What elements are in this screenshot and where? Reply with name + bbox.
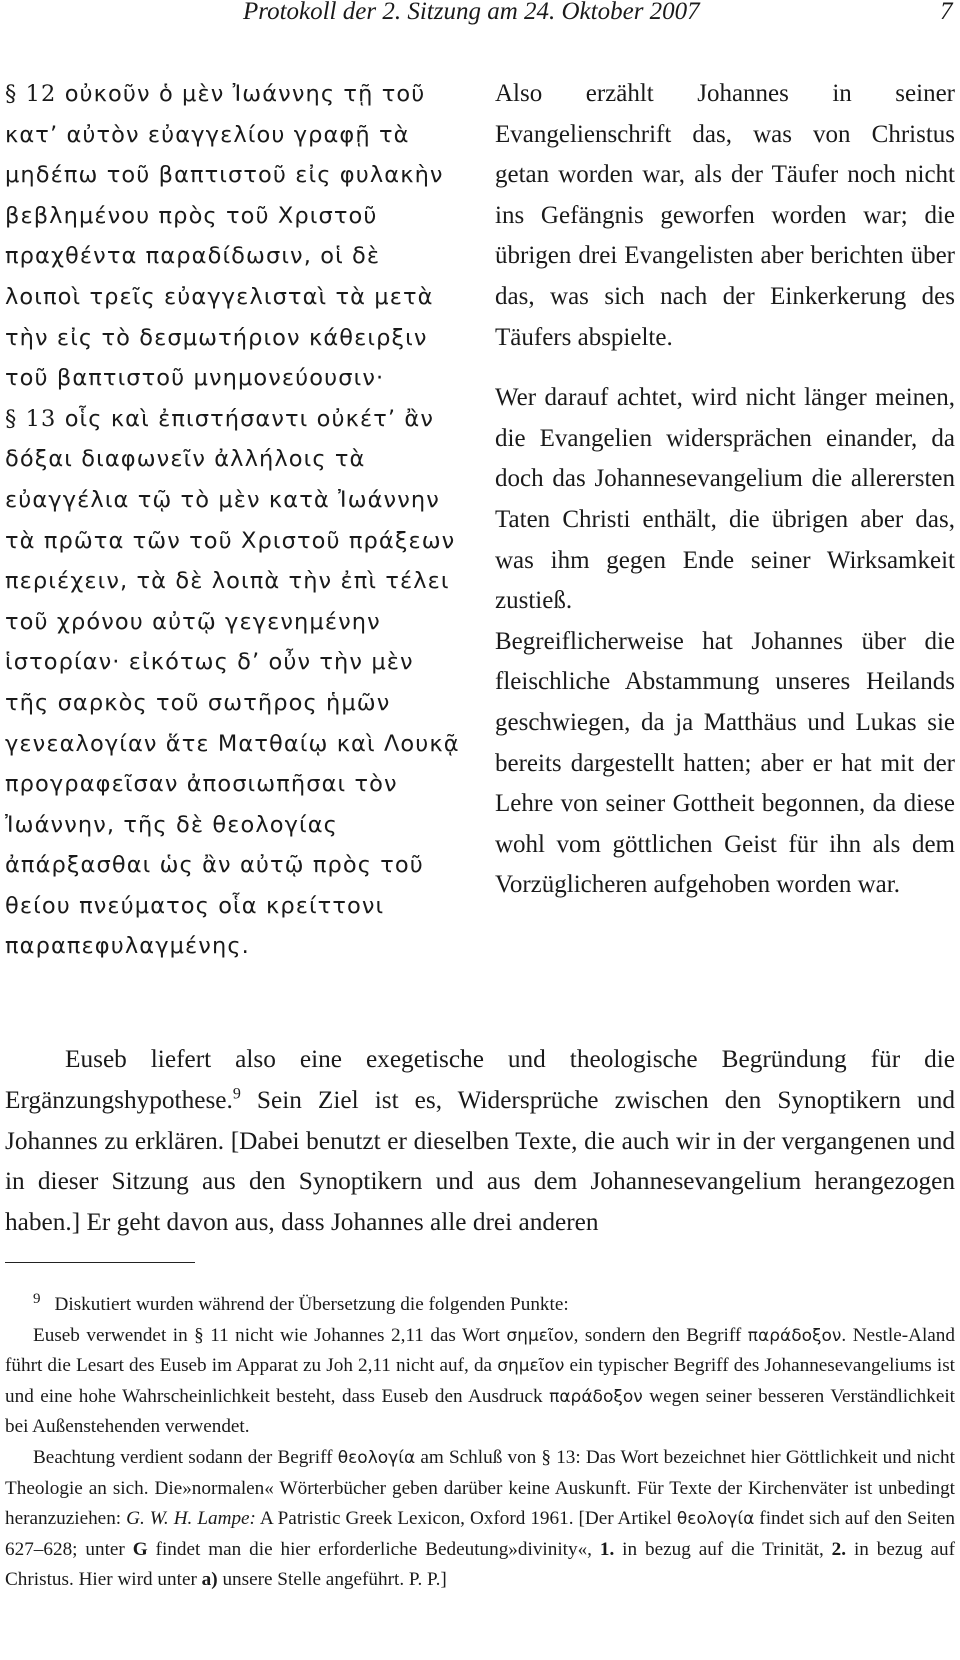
greek-paragraph (5, 74, 460, 399)
running-header (0, 0, 960, 36)
body-text-part: Euseb liefert also eine exegetische und theologische Begründung für die Ergänzungshypothese. (5, 1045, 955, 1114)
german-translation-column (495, 74, 955, 906)
translation-paragraph: Begreiflicherweise hat Johannes über die fleischliche Abstammung unseres Heilands geschwiegen, da ja Matthäus und Lukas sie bereits dargestellt hatten; aber er hat mit der Lehre von seiner Gottheit begonnen, da diese wohl vom göttlichen Geist für ihn als dem Vorzüglicheren aufgehoben worden war. (495, 627, 955, 899)
footnote-divider (5, 1262, 195, 1263)
body-text-part: Sein Ziel ist es, Widersprüche zwischen den Synoptikern und Johannes zu erklären. [Dabei benutzt er dieselben Texte, die auch wir in der vergangenen und in dieser Sitzung aus den Synoptikern und aus dem Johannesevangelium herangezogen haben.] Er geht davon aus, dass Johannes alle drei anderen (5, 1085, 955, 1237)
footnote-block (5, 1290, 955, 1596)
greek-text-column (5, 74, 460, 967)
footnote-paragraph: Euseb verwendet in § 11 nicht wie Johannes 2,11 das Wort σημεῖον, sondern den Begriff παράδοξον. Nestle-Aland führt die Lesart des Euseb im Apparat zu Joh 2,11 nicht auf, da σημεῖον ein typischer Begriff des Johannesevangeliums ist und eine hohe Wahrscheinlichkeit besteht, dass Euseb den Ausdruck παράδοξον wegen seiner besseren Verständlichkeit bei Außenstehenden verwendet. (5, 1324, 956, 1438)
footnote-paragraph: Beachtung verdient sodann der Begriff θεολογία am Schluß von § 13: Das Wort bezeichnet hier Göttlichkeit und nicht Theologie an sich. Die»normalen« Wörterbücher geben darüber keine Auskunft. Für Texte der Kirchenväter ist unbedingt heranzuziehen: G. W. H. Lampe: A Patristic Greek Lexicon, Oxford 1961. [Der Artikel θεολογία findet sich auf den Seiten 627–628; unter G findet man die hier erforderliche Bedeutung»divinity«, 1. in bezug auf die Trinität, 2. in bezug auf Christus. Hier wird unter a) unsere Stelle angeführt. P. P.] (5, 1446, 956, 1591)
greek-text: οὐκοῦν ὁ μὲν Ἰωάννης τῇ τοῦ κατ’ αὐτὸν εὐαγγελίου γραφῇ τὰ μηδέπω τοῦ βαπτιστοῦ εἰς φυλακὴν βεβλημένου πρὸς τοῦ Χριστοῦ πραχθέντα παραδίδωσιν, οἱ δὲ λοιποὶ τρεῖς εὐαγγελισταὶ τὰ μετὰ τὴν εἰς τὸ δεσμωτήριον κάθειρξιν τοῦ βαπτιστοῦ μνημονεύουσιν· (5, 81, 444, 392)
footnote-number: 9 (33, 1290, 41, 1307)
greek-paragraph (5, 399, 460, 967)
translation-paragraph: Also erzählt Johannes in seiner Evangelienschrift das, was von Christus getan worden war, als der Täufer noch nicht ins Gefängnis geworfen worden war; die übrigen drei Evangelisten aber berichten über das, was sich nach der Einkerkerung des Täufers abspielte. (495, 80, 955, 351)
page-number: 7 (940, 0, 953, 25)
header-title: Protokoll der 2. Sitzung am 24. Oktober 2007 (243, 0, 700, 25)
footnote-intro: $^9$ Diskutiert wurden während der Übersetzung die folgenden Punkte: (33, 1290, 569, 1315)
translation-paragraph: Wer darauf achtet, wird nicht länger meinen, die Evangelien widersprächen einander, da doch das Johannesevangelium die allerersten Taten Christi enthält, die übrigen aber das, was ihm gegen Ende seiner Wirksamkeit zustieß. (495, 384, 955, 615)
footnote-reference[interactable]: 9 (232, 1085, 241, 1103)
greek-text: οἷς καὶ ἐπιστήσαντι οὐκέτ’ ἂν δόξαι διαφωνεῖν ἀλλήλοις τὰ εὐαγγέλια τῷ τὸ μὲν κατὰ Ἰωάννην τὰ πρῶτα τῶν τοῦ Χριστοῦ πράξεων περιέχειν, τὰ δὲ λοιπὰ τὴν ἐπὶ τέλει τοῦ χρόνου αὐτῷ γεγενημένην ἱστορίαν· εἰκότως δ’ οὖν τὴν μὲν τῆς σαρκὸς τοῦ σωτῆρος ἡμῶν γενεαλογίαν ἅτε Ματθαίῳ καὶ Λουκᾷ προγραφεῖσαν ἀποσιωπῆσαι τὸν Ἰωάννην, τῆς δὲ θεολογίας ἀπάρξασθαι ὡς ἂν αὐτῷ πρὸς τοῦ θείου πνεύματος οἷα κρείττονι παραπεφυλαγμένης. (5, 405, 460, 960)
section-marker: § 13 (5, 405, 57, 432)
body-paragraph (5, 1039, 955, 1243)
section-marker: § 12 (5, 81, 57, 107)
